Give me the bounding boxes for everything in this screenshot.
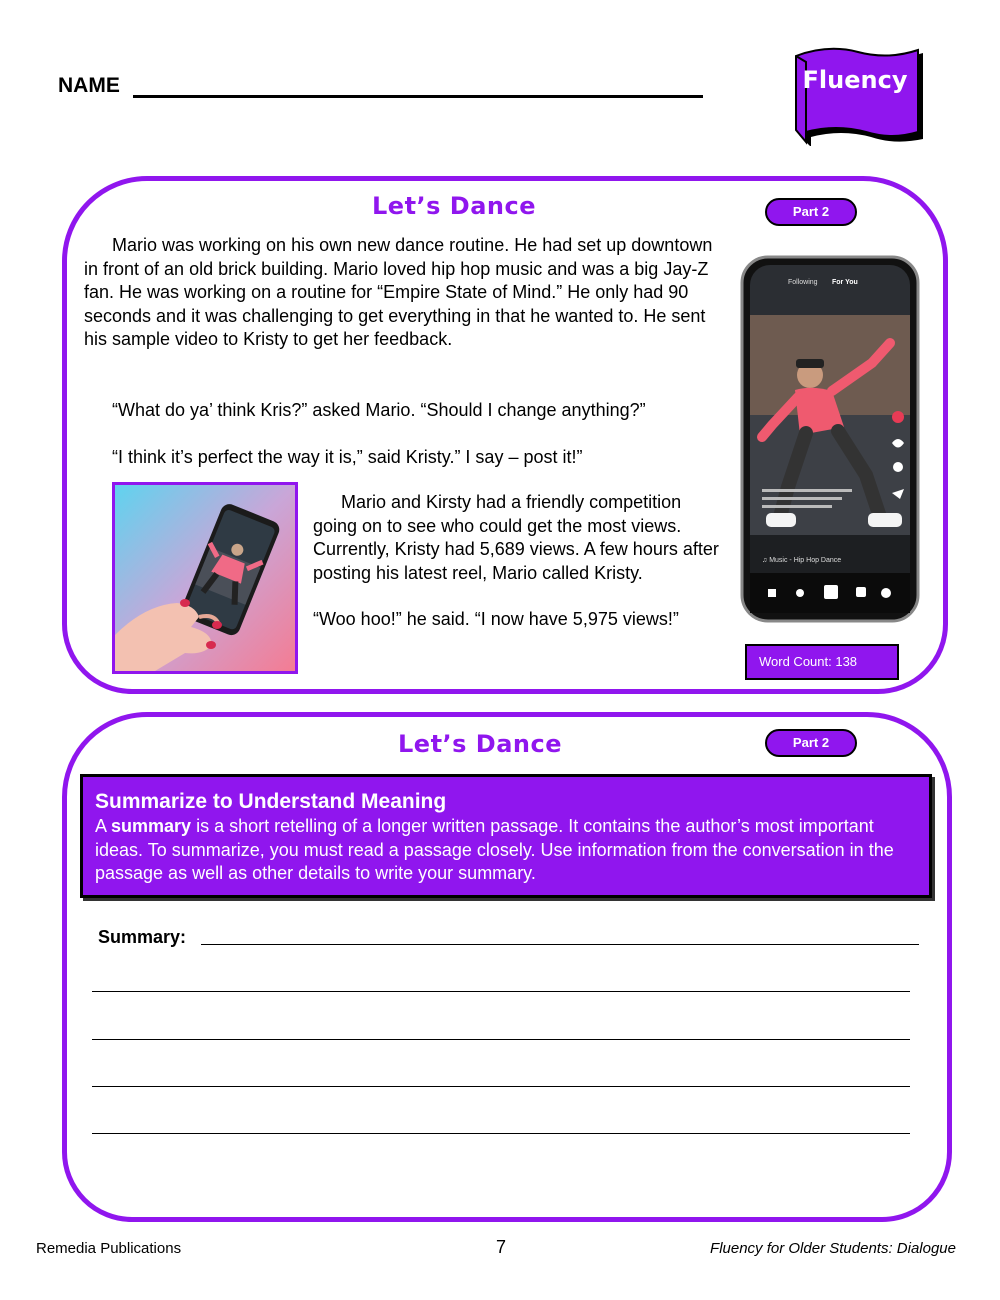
part-badge: Part 2 xyxy=(765,198,857,226)
fluency-banner xyxy=(788,42,924,146)
instruction-text xyxy=(95,815,917,886)
instruction-box xyxy=(80,774,932,898)
phone-music-label: ♫ Music - Hip Hop Dance xyxy=(762,557,842,564)
story-paragraph: “Woo hoo!” he said. “I now have 5,975 views!” xyxy=(313,609,679,629)
name-label: NAME xyxy=(58,74,120,97)
word-count-badge: Word Count: 138 xyxy=(745,644,899,680)
instruction-keyword: summary xyxy=(111,816,192,836)
instruction-heading: Summarize to Understand Meaning xyxy=(95,790,447,813)
summary-write-line[interactable] xyxy=(92,1086,910,1087)
name-write-line[interactable] xyxy=(133,95,703,98)
publisher-name: Remedia Publications xyxy=(36,1240,182,1257)
activity-title: Let’s Dance xyxy=(398,730,563,758)
summary-write-line[interactable] xyxy=(92,1133,910,1134)
story-paragraph: Mario and Kirsty had a friendly competition going on to see who could get the most views. Currently, Kristy had 5,689 views. A few hours after posting his latest reel, Mario called Kristy. xyxy=(313,492,719,583)
phone-tab-for-you: For You xyxy=(832,279,858,286)
instruction-text-intro: A xyxy=(95,816,112,836)
phone-tab-following: Following xyxy=(788,279,818,286)
summary-write-line[interactable] xyxy=(201,944,919,945)
reading-title: Let’s Dance xyxy=(372,192,537,220)
summary-write-line[interactable] xyxy=(92,991,910,992)
book-title: Fluency for Older Students: Dialogue xyxy=(710,1240,956,1257)
story-paragraph: “What do ya’ think Kris?” asked Mario. “Should I change anything?” xyxy=(112,400,646,420)
hand-phone-photo xyxy=(112,482,298,674)
part-badge: Part 2 xyxy=(765,729,857,757)
fluency-banner-label: Fluency xyxy=(802,66,908,94)
summary-label: Summary: xyxy=(98,927,187,947)
phone-video-photo xyxy=(740,255,920,623)
page-number: 7 xyxy=(496,1237,507,1257)
story-paragraph: “I think it’s perfect the way it is,” said Kristy.” I say – post it!” xyxy=(112,447,583,467)
summary-write-line[interactable] xyxy=(92,1039,910,1040)
instruction-text-rest: is a short retelling of a longer written passage. It contains the author’s most important ideas. To summarize, you must read a passage closely. Use information from the conversation in the passage as well as other details to write your summary. xyxy=(95,816,894,883)
story-paragraph: Mario was working on his own new dance routine. He had set up downtown in front of an old brick building. Mario loved hip hop music and was a big Jay-Z fan. He was working on a routine for “Empire State of Mind.” He only had 90 seconds and it was challenging to get everything in that he wanted to. He sent his sample video to Kristy to get her feedback. xyxy=(84,235,713,349)
